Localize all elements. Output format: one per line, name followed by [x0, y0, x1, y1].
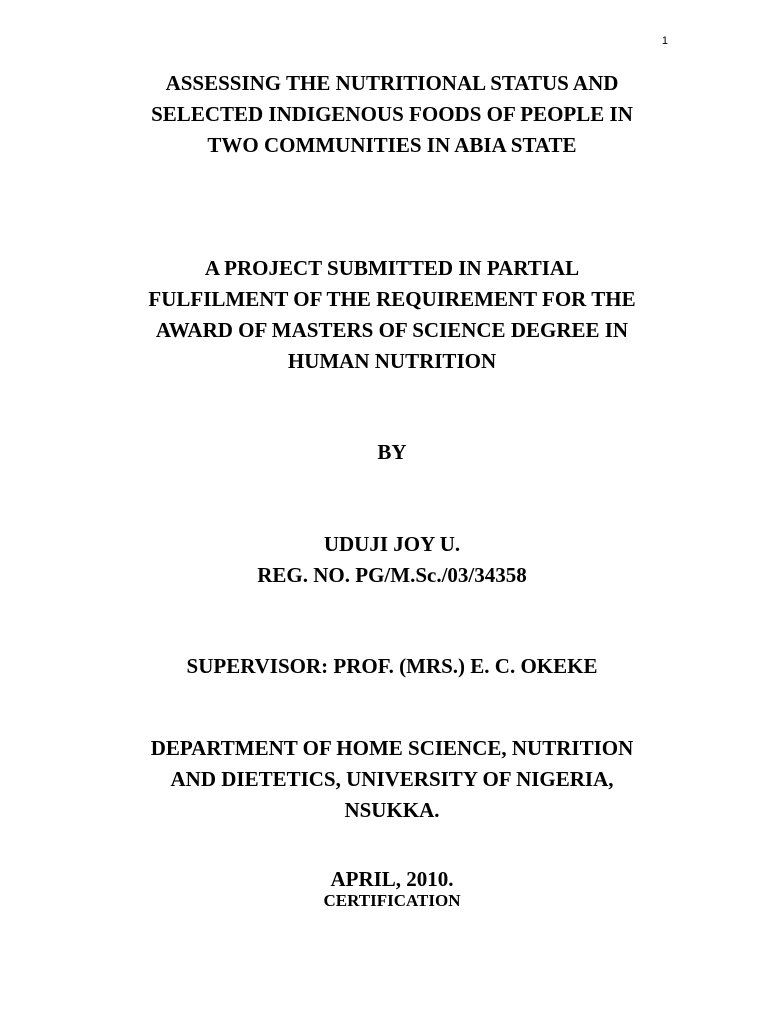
thesis-title-line: SELECTED INDIGENOUS FOODS OF PEOPLE IN: [151, 102, 633, 126]
submission-date: APRIL, 2010.: [330, 867, 454, 891]
registration-number: REG. NO. PG/M.Sc./03/34358: [257, 563, 527, 587]
department-line: NSUKKA.: [344, 798, 440, 822]
department-line: AND DIETETICS, UNIVERSITY OF NIGERIA,: [170, 767, 614, 791]
submission-statement-line: A PROJECT SUBMITTED IN PARTIAL: [204, 256, 580, 280]
author-name: UDUJI JOY U.: [323, 532, 461, 556]
submission-statement: [0, 253, 770, 377]
supervisor: SUPERVISOR: PROF. (MRS.) E. C. OKEKE: [186, 654, 598, 678]
certification-heading: CERTIFICATION: [323, 891, 461, 910]
submission-statement-line: FULFILMENT OF THE REQUIREMENT FOR THE: [148, 287, 636, 311]
thesis-title-line: TWO COMMUNITIES IN ABIA STATE: [207, 133, 577, 157]
submission-statement-line: HUMAN NUTRITION: [287, 349, 497, 373]
department: [0, 733, 770, 826]
by-label: BY: [377, 440, 407, 464]
department-line: DEPARTMENT OF HOME SCIENCE, NUTRITION: [150, 736, 634, 760]
submission-statement-line: AWARD OF MASTERS OF SCIENCE DEGREE IN: [155, 318, 629, 342]
author-info: [0, 529, 770, 591]
thesis-title: [0, 68, 770, 161]
page-number: 1: [661, 35, 668, 47]
thesis-title-line: ASSESSING THE NUTRITIONAL STATUS AND: [165, 71, 619, 95]
